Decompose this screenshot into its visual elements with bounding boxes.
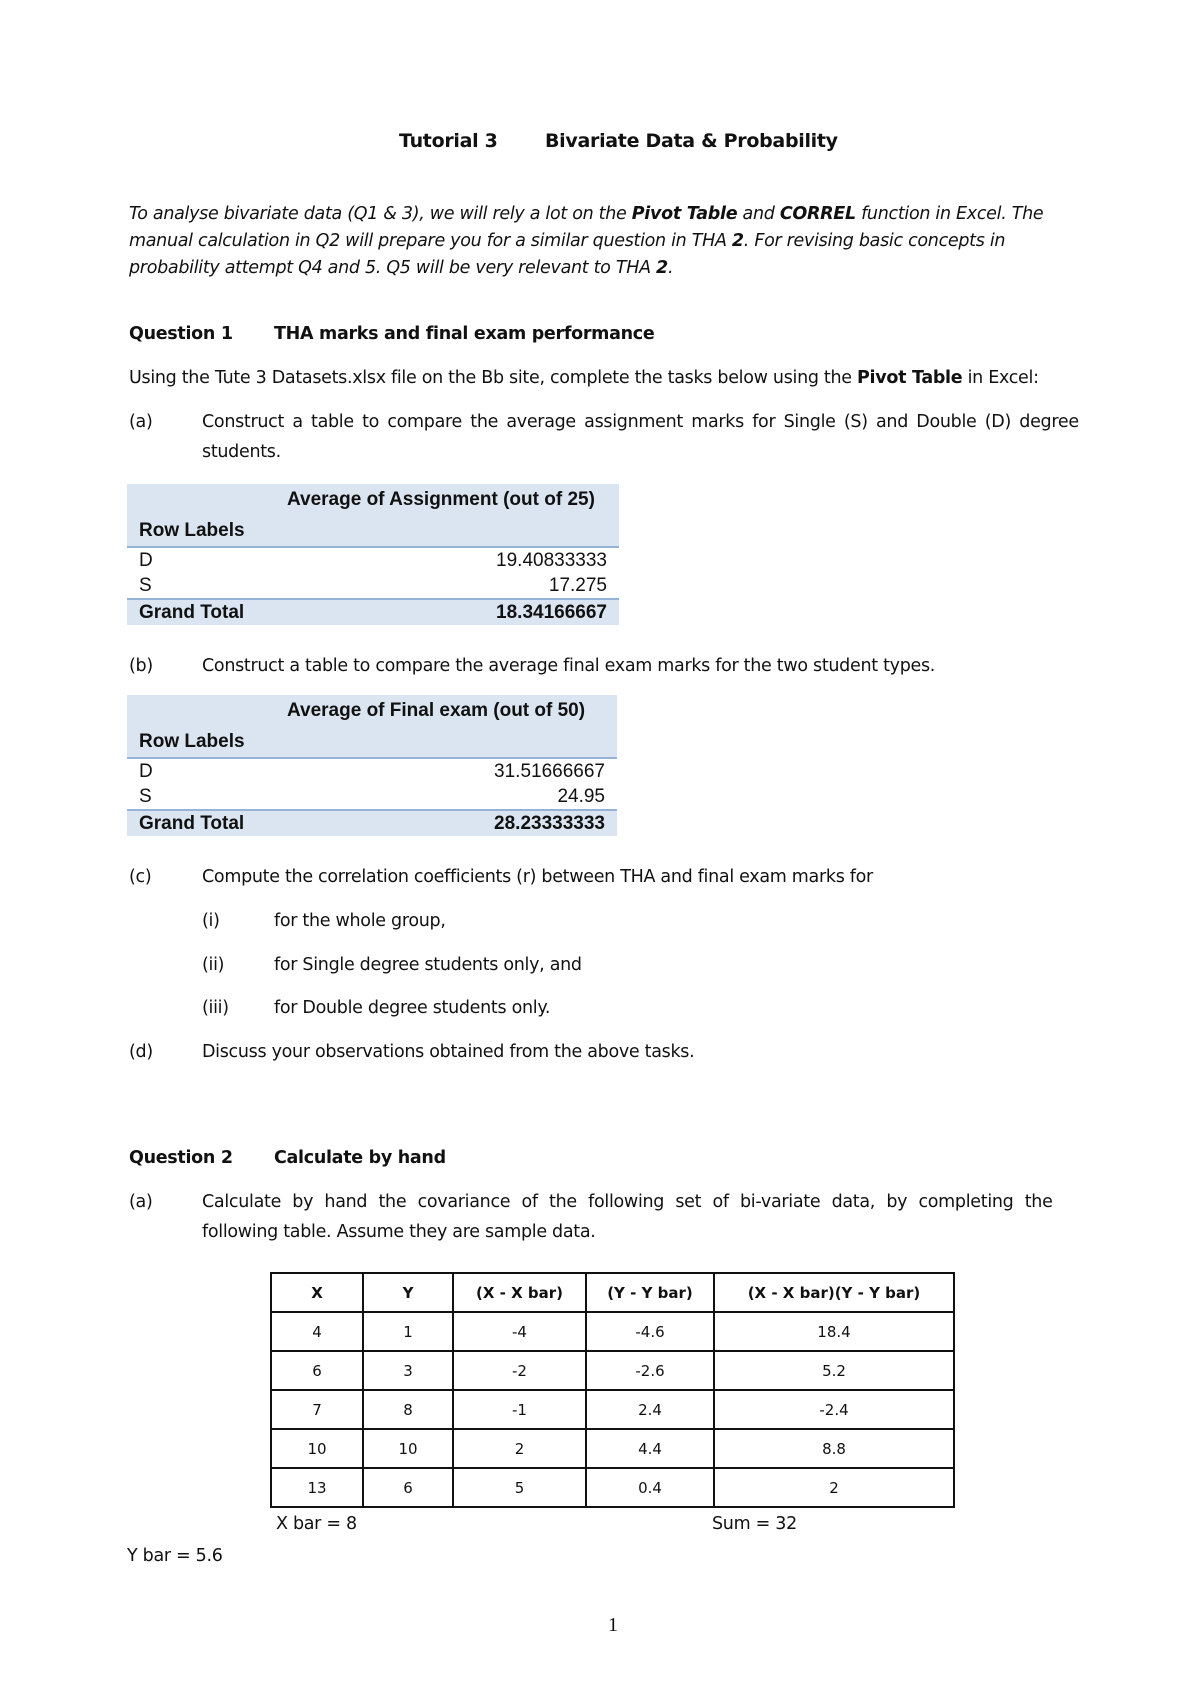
table-row — [271, 1468, 954, 1507]
q1-c-text: Compute the correlation coefficients (r) between THA and final exam marks for — [202, 867, 873, 887]
q1-b-text: Construct a table to compare the average final exam marks for the two student types. — [202, 656, 936, 676]
row-value: 31.51666667 — [494, 761, 605, 782]
q1-c-item-label: (iii) — [202, 998, 229, 1018]
row-value: 17.275 — [548, 575, 607, 596]
x-bar-value: X bar = 8 — [276, 1514, 357, 1534]
table-cell: -4.6 — [586, 1312, 714, 1351]
table-cell: 10 — [271, 1429, 363, 1468]
column-header: (X - X bar) — [453, 1273, 586, 1312]
table-cell: 2 — [453, 1429, 586, 1468]
q2-a-text-2: following table. Assume they are sample data. — [202, 1222, 596, 1242]
table-cell: 2.4 — [586, 1390, 714, 1429]
q1-c-item-text: for Single degree students only, and — [274, 955, 582, 975]
table-cell: 5 — [453, 1468, 586, 1507]
covariance-table — [270, 1272, 955, 1508]
pivot-row — [127, 784, 617, 809]
table-cell: 2 — [714, 1468, 954, 1507]
q1-heading: THA marks and final exam performance — [274, 324, 655, 344]
page-number: 1 — [608, 1614, 618, 1636]
row-value: 19.40833333 — [496, 550, 607, 571]
table-cell: 7 — [271, 1390, 363, 1429]
table-row — [271, 1390, 954, 1429]
q1-instruction: Using the Tute 3 Datasets.xlsx file on the Bb site, complete the tasks below using the Pivot Table in Excel: — [129, 368, 1039, 388]
q1-a-label: (a) — [129, 412, 153, 432]
table-cell: 18.4 — [714, 1312, 954, 1351]
pivot-grand-total — [127, 809, 617, 836]
table-cell: 6 — [363, 1468, 453, 1507]
pivot-table-final-exam — [127, 695, 617, 836]
q1-b-label: (b) — [129, 656, 153, 676]
q1-c-label: (c) — [129, 867, 152, 887]
pivot-row — [127, 759, 617, 784]
column-header: (X - X bar)(Y - Y bar) — [714, 1273, 954, 1312]
table-cell: 4.4 — [586, 1429, 714, 1468]
table-header-row — [271, 1273, 954, 1312]
grand-total-label: Grand Total — [139, 602, 245, 623]
tutorial-topic: Bivariate Data & Probability — [545, 130, 838, 152]
q2-a-label: (a) — [129, 1192, 153, 1212]
table-cell: 8 — [363, 1390, 453, 1429]
q1-a-text-2: students. — [202, 442, 281, 462]
grand-total-value: 28.23333333 — [494, 813, 605, 834]
table-cell: 10 — [363, 1429, 453, 1468]
q1-c-item-label: (ii) — [202, 955, 225, 975]
q1-label: Question 1 — [129, 324, 233, 344]
intro-line-3: probability attempt Q4 and 5. Q5 will be very relevant to THA 2. — [129, 258, 674, 278]
table-cell: -2.4 — [714, 1390, 954, 1429]
pivot-grand-total — [127, 598, 619, 625]
table-row — [271, 1429, 954, 1468]
table-cell: 5.2 — [714, 1351, 954, 1390]
q1-d-text: Discuss your observations obtained from the above tasks. — [202, 1042, 695, 1062]
table-cell: -2.6 — [586, 1351, 714, 1390]
pivot-header — [127, 695, 617, 759]
q2-a-text-1: Calculate by hand the covariance of the following set of bi-variate data, by completing the — [202, 1192, 1053, 1212]
pivot-row — [127, 573, 619, 598]
row-labels-header: Row Labels — [139, 520, 245, 541]
row-label: S — [139, 786, 152, 807]
column-header: (Y - Y bar) — [586, 1273, 714, 1312]
grand-total-value: 18.34166667 — [496, 602, 607, 623]
pivot-table-assignment — [127, 484, 619, 625]
table-cell: 8.8 — [714, 1429, 954, 1468]
q1-c-item-label: (i) — [202, 911, 220, 931]
q2-heading: Calculate by hand — [274, 1148, 446, 1168]
table-cell: 6 — [271, 1351, 363, 1390]
row-label: D — [139, 761, 153, 782]
value-header: Average of Final exam (out of 50) — [287, 700, 586, 721]
tutorial-number: Tutorial 3 — [399, 130, 498, 152]
table-cell: 1 — [363, 1312, 453, 1351]
table-cell: 4 — [271, 1312, 363, 1351]
pivot-row — [127, 548, 619, 573]
table-cell: -2 — [453, 1351, 586, 1390]
column-header: Y — [363, 1273, 453, 1312]
value-header: Average of Assignment (out of 25) — [287, 489, 595, 510]
q1-a-text-1: Construct a table to compare the average assignment marks for Single (S) and Double (D) degree — [202, 412, 1079, 432]
pivot-header — [127, 484, 619, 548]
table-cell: 0.4 — [586, 1468, 714, 1507]
table-cell: -1 — [453, 1390, 586, 1429]
q1-c-item-text: for Double degree students only. — [274, 998, 551, 1018]
sum-value: Sum = 32 — [712, 1514, 797, 1534]
q1-c-item-text: for the whole group, — [274, 911, 446, 931]
table-row — [271, 1351, 954, 1390]
table-cell: -4 — [453, 1312, 586, 1351]
table-cell: 13 — [271, 1468, 363, 1507]
q2-label: Question 2 — [129, 1148, 233, 1168]
row-value: 24.95 — [557, 786, 605, 807]
table-row — [271, 1312, 954, 1351]
grand-total-label: Grand Total — [139, 813, 245, 834]
row-label: D — [139, 550, 153, 571]
q1-d-label: (d) — [129, 1042, 153, 1062]
intro-line-1: To analyse bivariate data (Q1 & 3), we will rely a lot on the Pivot Table and CORREL function in Excel. The — [129, 204, 1044, 224]
row-labels-header: Row Labels — [139, 731, 245, 752]
column-header: X — [271, 1273, 363, 1312]
intro-line-2: manual calculation in Q2 will prepare you for a similar question in THA 2. For revising basic concepts in — [129, 231, 1006, 251]
table-cell: 3 — [363, 1351, 453, 1390]
row-label: S — [139, 575, 152, 596]
y-bar-value: Y bar = 5.6 — [127, 1546, 223, 1566]
